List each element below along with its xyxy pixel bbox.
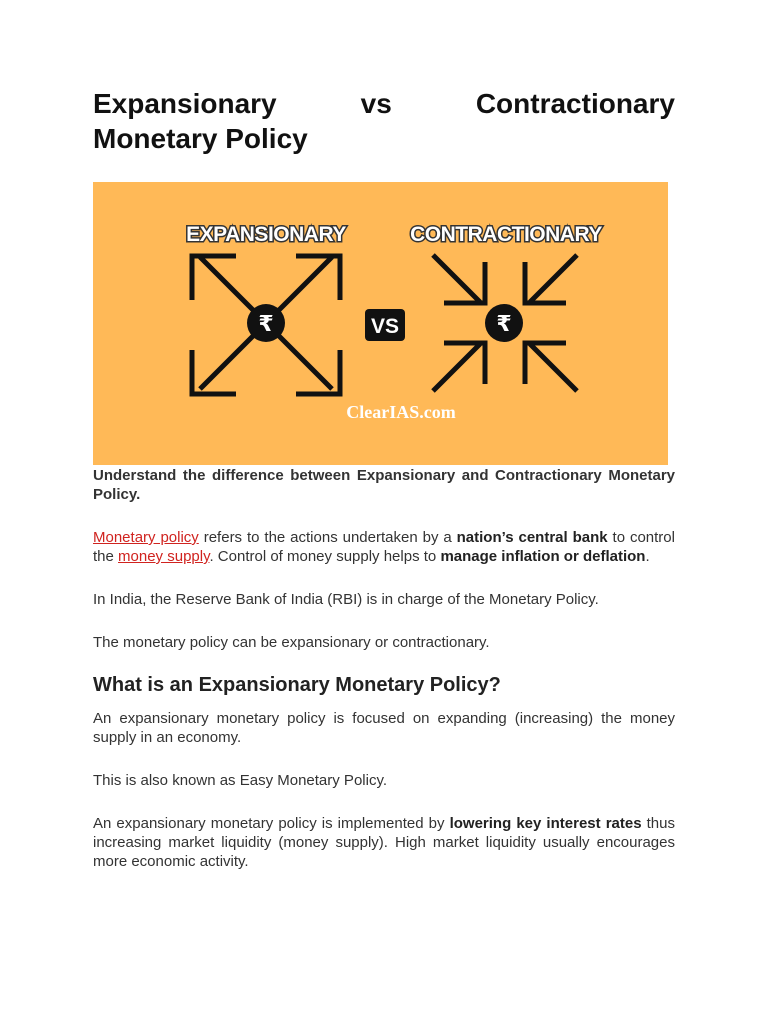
paragraph-monetary-policy — [93, 528, 675, 566]
text-segment: . Control of money supply helps to — [209, 548, 441, 565]
vs-badge-text: VS — [370, 315, 400, 338]
text-segment: . — [645, 548, 650, 565]
lead-paragraph: Understand the difference between Expansionary and Contractionary Monetary Policy. — [93, 467, 675, 503]
paragraph-easy-policy: This is also known as Easy Monetary Policy. — [93, 772, 388, 789]
rupee-symbol-left: ₹ — [258, 312, 274, 337]
text-segment: An expansionary monetary policy is implemented by — [93, 815, 450, 832]
title-line-1 — [93, 86, 675, 121]
paragraph-implementation — [93, 814, 675, 871]
link-money-supply[interactable]: money supply — [118, 548, 210, 565]
bold-segment: manage inflation or deflation — [440, 548, 646, 565]
hero-watermark: ClearIAS.com — [346, 402, 456, 422]
hero-label-contractionary: CONTRACTIONARY — [410, 223, 602, 246]
title-word-vs: vs — [360, 88, 392, 119]
hero-label-expansionary: EXPANSIONARY — [186, 223, 346, 246]
hero-illustration — [93, 182, 668, 465]
text-segment: to control the — [93, 529, 675, 565]
title-line-2: Monetary Policy — [93, 123, 308, 154]
title-word-expansionary: Expansionary — [93, 88, 277, 119]
hero-image — [93, 182, 668, 465]
text-segment: refers to the actions undertaken by a — [198, 529, 457, 546]
page-title — [93, 86, 675, 156]
section-heading: What is an Expansionary Monetary Policy? — [93, 674, 501, 696]
paragraph-rbi: In India, the Reserve Bank of India (RBI) is in charge of the Monetary Policy. — [93, 591, 599, 608]
paragraph-expansionary-definition: An expansionary monetary policy is focused on expanding (increasing) the money supply in an economy. — [93, 710, 675, 746]
paragraph-types: The monetary policy can be expansionary or contractionary. — [93, 634, 490, 651]
rupee-symbol-right: ₹ — [496, 312, 512, 337]
bold-segment: lowering key interest rates — [449, 815, 642, 832]
bold-segment: nation’s central bank — [456, 529, 608, 546]
title-word-contractionary: Contractionary — [475, 88, 675, 119]
text-segment: thus increasing market liquidity (money supply). High market liquidity usually encourages more economic activity. — [93, 815, 675, 870]
article-body — [93, 466, 675, 871]
link-monetary-policy[interactable]: Monetary policy — [93, 529, 199, 546]
